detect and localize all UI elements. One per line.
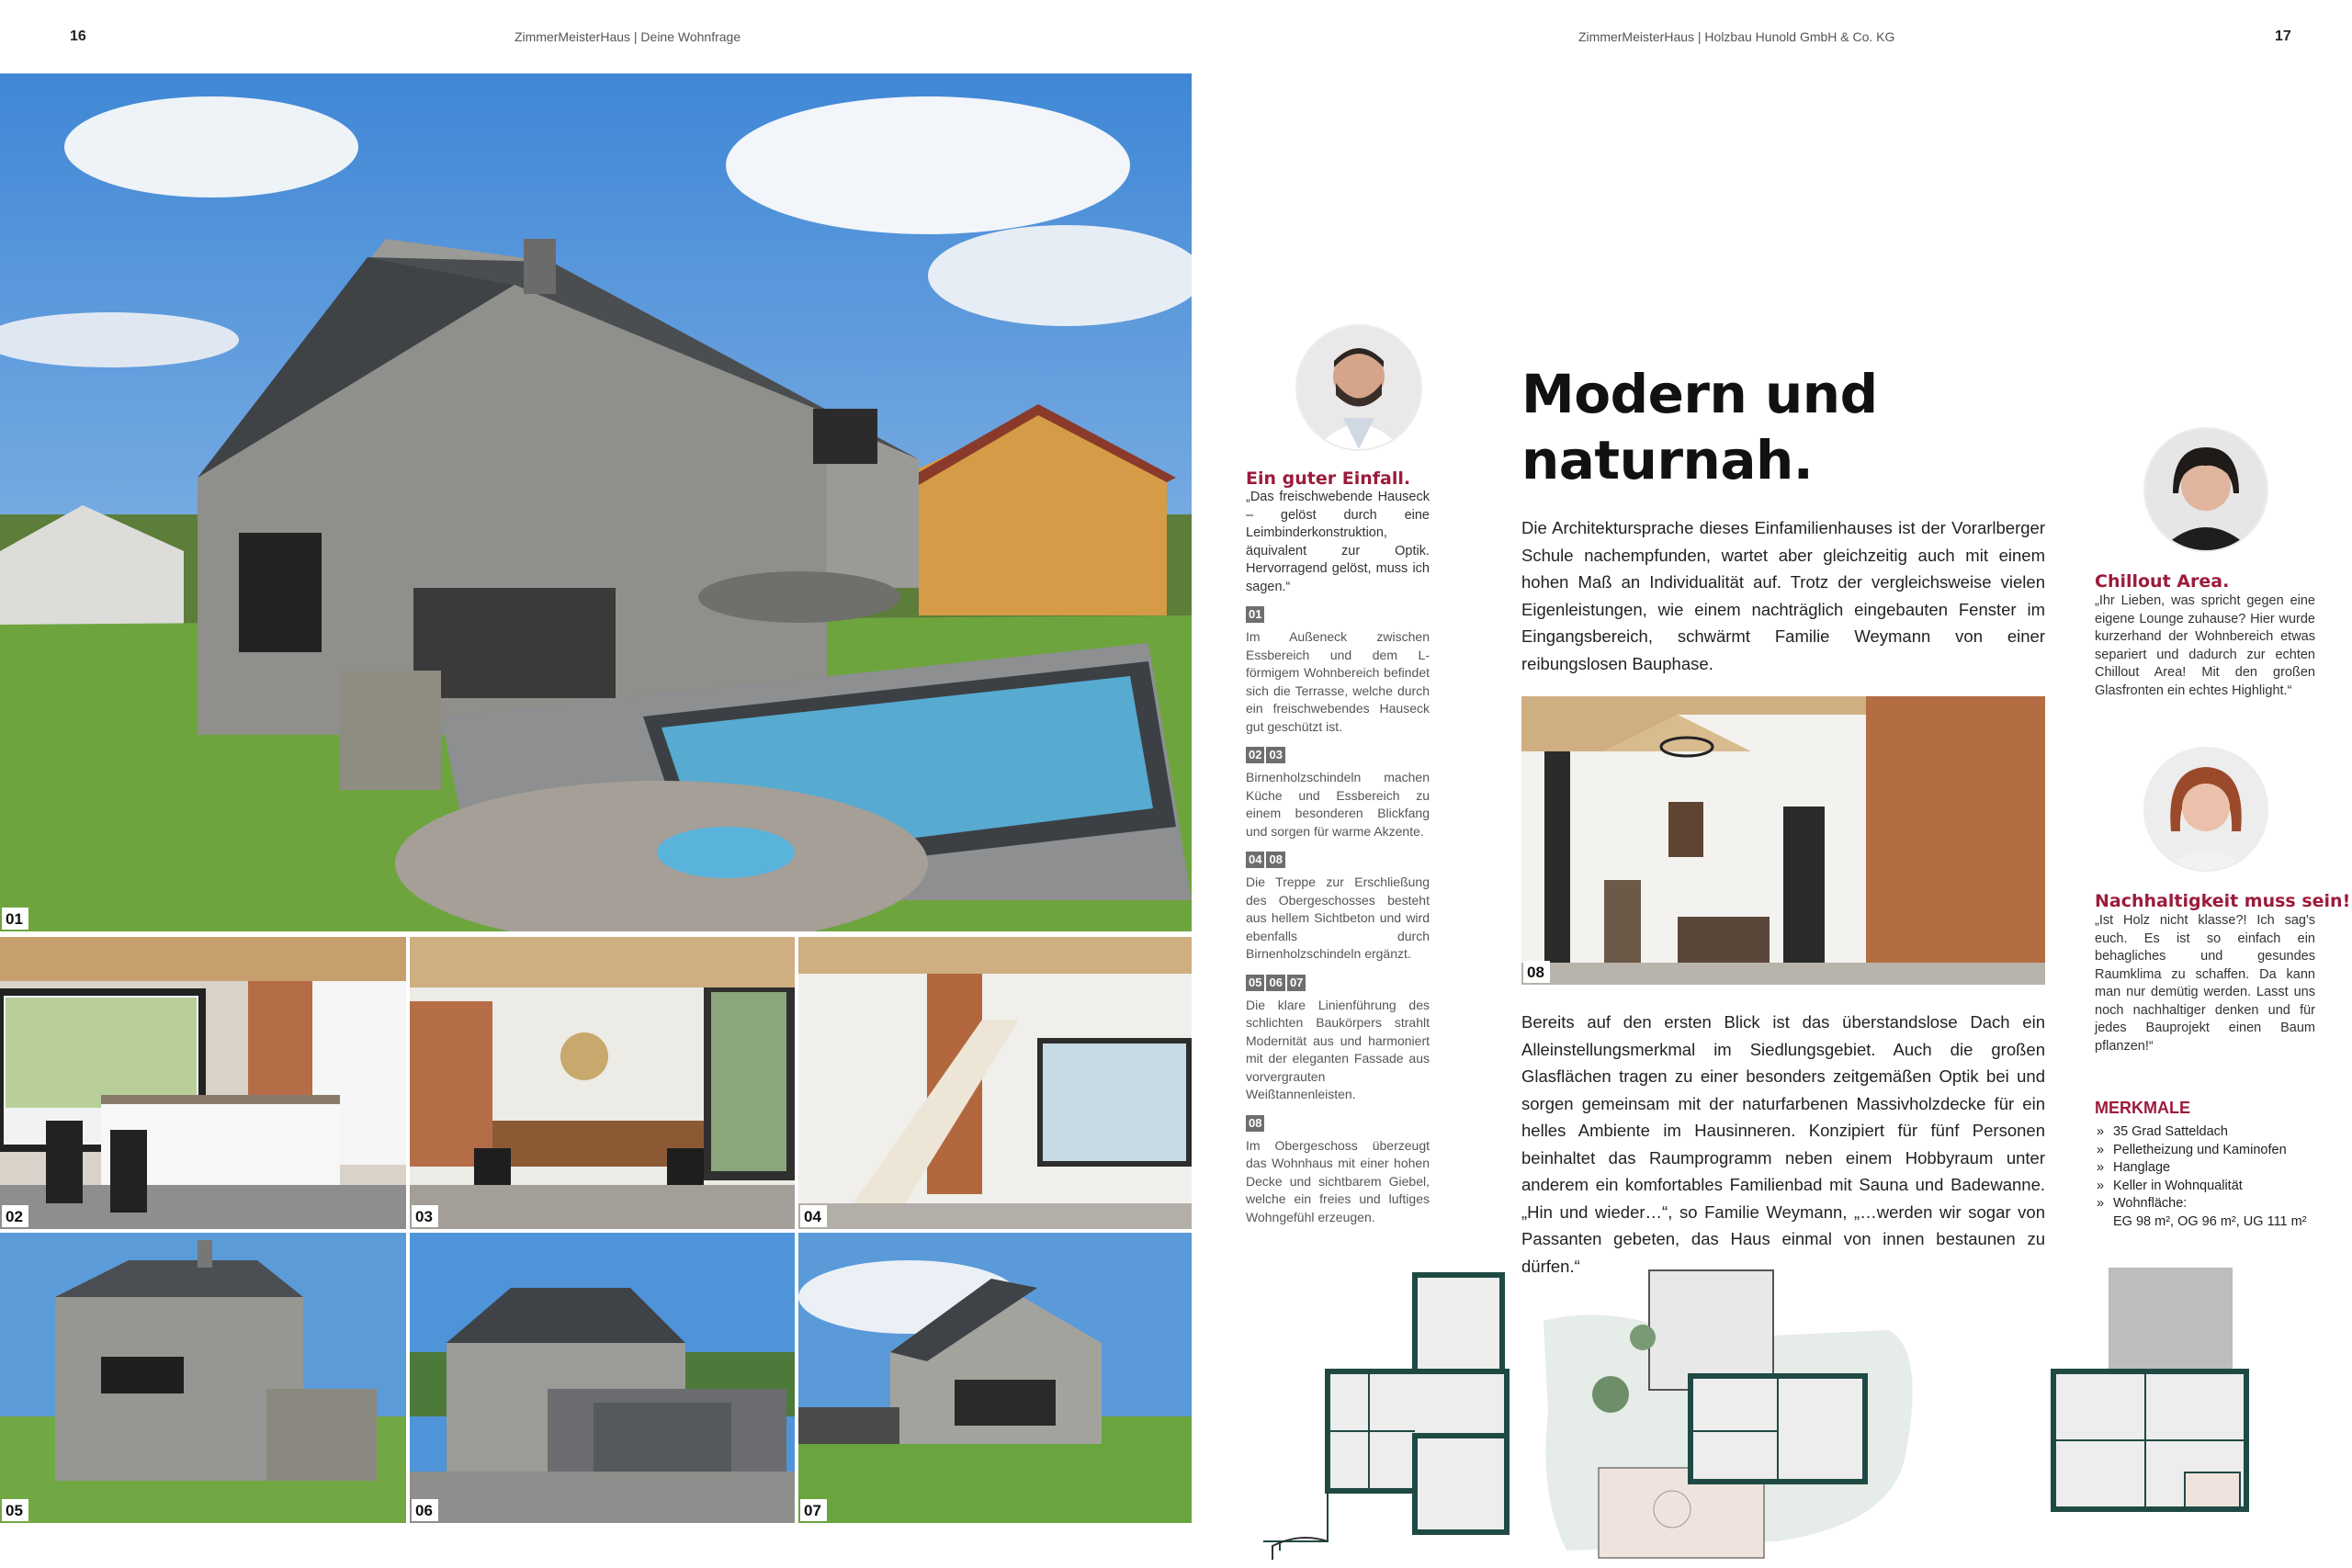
quote-title: Nachhaltigkeit muss sein! — [2095, 891, 2351, 911]
quote-text: „Ihr Lieben, was spricht gegen eine eigene Lounge zuhause? Hier wurde kurzerhand der Wohnbereich etwas separiert und dadurch zur echten Chillout Area! Mit den großen Glasfronten ein echtes Highlight.“ — [2095, 593, 2315, 698]
photo-number: 08 — [1523, 961, 1550, 983]
photo-number: 03 — [412, 1205, 438, 1227]
avatar-man — [1295, 324, 1422, 451]
merkmale-item: » Wohnfläche: — [2095, 1195, 2324, 1213]
note-badge: 06 — [1266, 975, 1284, 991]
note-badge: 07 — [1287, 975, 1306, 991]
merkmale-item: » 35 Grad Satteldach — [2095, 1123, 2324, 1142]
note-badge: 03 — [1266, 747, 1284, 763]
note-badge: 05 — [1246, 975, 1264, 991]
photo-01-exterior-pool — [0, 73, 1192, 931]
merkmale-item: » Hanglage — [2095, 1159, 2324, 1178]
quote-title: Chillout Area. — [2095, 571, 2230, 592]
merkmale-item: » Pelletheizung und Kaminofen — [2095, 1142, 2324, 1160]
headline-line-2: naturnah. — [1521, 429, 1814, 491]
note-item — [1246, 747, 1430, 840]
note-badge: 08 — [1246, 1115, 1264, 1132]
note-badge: 08 — [1266, 852, 1284, 868]
quote-text: „Ist Holz nicht klasse?! Ich sag's euch. Es ist so einfach ein behagliches und gesundes Raumklima zu schaffen. Da kann man nur demütig werden. Lasst uns noch nachhaltiger denken und für jedes Bauprojekt einen Baum pflanzen!“ — [2095, 913, 2315, 1054]
photo-05-exterior-side — [0, 1233, 406, 1523]
intro-text: Die Architektursprache dieses Einfamilienhauses ist der Vorarlberger Schule nachempfunden, wartet aber gleichzeitig auch mit einem hohen Maß an Individualität auf. Trotz der vergleichsweise vielen Eigenleistungen, wie einem nachträglich eingebauten Fenster im Eingangsbereich, schwärmt Familie Weymann von einer reibungslosen Bauphase. — [1521, 518, 2045, 673]
note-item — [1246, 852, 1430, 964]
note-item — [1246, 1115, 1430, 1227]
note-item — [1246, 975, 1430, 1104]
photo-07-exterior-terrace — [798, 1233, 1192, 1523]
avatar-woman-dark-hair — [2143, 427, 2268, 552]
note-badge: 04 — [1246, 852, 1264, 868]
note-text: Birnenholzschindeln machen Küche und Essbereich zu einem besonderen Blickfang und sorgen für warme Akzente. — [1246, 770, 1430, 839]
running-header-left: ZimmerMeisterHaus | Deine Wohnfrage — [514, 29, 741, 44]
note-text: Die Treppe zur Erschließung des Obergeschosses besteht aus hellem Sichtbeton und wird ebenfalls durch Birnenholzschindeln ergänzt. — [1246, 874, 1430, 961]
wohnflaeche-values: EG 98 m², OG 96 m², UG 111 m² — [2113, 1213, 2307, 1229]
photo-02-kitchen — [0, 937, 406, 1229]
merkmale-item: » Keller in Wohnqualität — [2095, 1178, 2324, 1196]
photo-04-staircase — [798, 937, 1192, 1229]
photo-number: 04 — [800, 1205, 827, 1227]
note-text: Die klare Linienführung des schlichten Baukörpers strahlt Modernität aus und harmoniert mit der eleganten Fassade aus vorvergrauten Weißtannenleisten. — [1246, 997, 1430, 1101]
quote-text: „Das freischwebende Hauseck – gelöst durch eine Leimbinderkonstruktion, äquivalent zur Optik. Hervorragend gelöst, muss ich sagen.“ — [1246, 490, 1430, 594]
avatar-woman-red-hair — [2143, 747, 2268, 872]
note-badge: 01 — [1246, 606, 1264, 623]
note-text: Im Außeneck zwischen Essbereich und dem L-förmigem Wohnbereich befindet sich die Terrasse, welche durch ein freischwebendes Hauseck gut geschützt ist. — [1246, 629, 1430, 734]
floor-plans — [1263, 1266, 2324, 1560]
running-header-right: ZimmerMeisterHaus | Holzbau Hunold GmbH & Co. KG — [1578, 29, 1895, 44]
note-item — [1246, 606, 1430, 736]
photo-03-dining — [410, 937, 795, 1229]
photo-number: 05 — [2, 1499, 28, 1521]
photo-06-exterior-garage — [410, 1233, 795, 1523]
photo-number: 07 — [800, 1499, 827, 1521]
headline-line-1: Modern und — [1521, 363, 1878, 425]
body-text: Bereits auf den ersten Blick ist das überstandslose Dach ein Alleinstellungsmerkmal im Siedlungsgebiet. Auch die großen Glasflächen tragen zu einer besonders zeitgemäßen Optik bei und sorgen gemeinsam mit der naturfarbenen Massivholzdecke für ein helles Ambiente im Hausinneren. Konzipiert für fünf Personen beinhaltet das Raumprogramm neben einem Hobbyraum unter anderem ein komfortables Familienbad mit Sauna und Badewanne. „Hin und wieder…“, so Familie Weymann, „…werden wir sogar von Passanten gebeten, das Haus einmal von innen bestaunen zu dürfen.“ — [1521, 1012, 2045, 1276]
note-badge: 02 — [1246, 747, 1264, 763]
page-number-left: 16 — [70, 28, 86, 44]
photo-number: 06 — [412, 1499, 438, 1521]
quote-title: Ein guter Einfall. — [1246, 468, 1411, 489]
photo-number: 01 — [2, 908, 28, 930]
merkmale-title: MERKMALE — [2095, 1099, 2190, 1117]
photo-number: 02 — [2, 1205, 28, 1227]
floor-plan-basement — [1263, 1275, 1507, 1560]
headline — [1521, 361, 1878, 493]
photo-notes — [1246, 606, 1430, 1226]
note-text: Im Obergeschoss überzeugt das Wohnhaus mit einer hohen Decke und sichtbarem Giebel, welche ein freies und luftiges Wohngefühl erzeugen. — [1246, 1137, 1430, 1224]
merkmale-box — [2095, 1099, 2324, 1231]
page-number-right: 17 — [2275, 28, 2291, 44]
photo-08-upper-floor — [1521, 696, 2045, 985]
merkmale-list — [2095, 1123, 2324, 1213]
